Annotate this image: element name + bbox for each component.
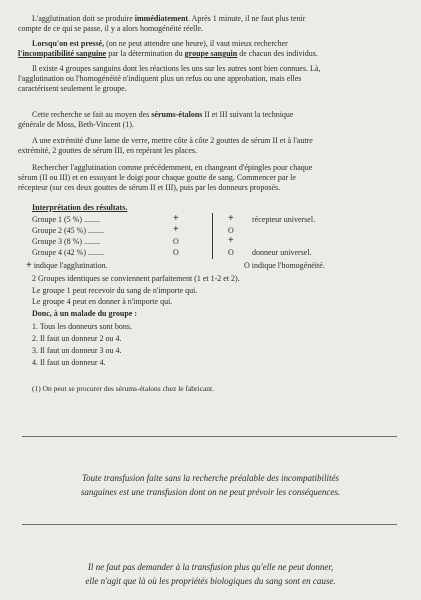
text-run: de chacun des individus.: [237, 49, 318, 58]
text-run: Cette recherche se fait au moyen des: [32, 110, 152, 119]
legend-plus-text: indique l'agglutination.: [33, 261, 108, 270]
emphasis-immediatement: immédiatement: [134, 14, 189, 23]
emphasis-groupe-sanguin: groupe sanguin: [184, 49, 238, 58]
list-item: 4. Il faut un donneur 4.: [32, 358, 106, 367]
paragraph-recherche-line-1: Rechercher l'agglutination comme précédemment, en changeant d'épingles pour chaque: [32, 163, 313, 172]
separator-rule: [22, 436, 397, 437]
text-run: . Après 1 minute, il ne faut plus tenir: [188, 14, 306, 23]
list-item: 3. Il faut un donneur 3 ou 4.: [32, 346, 122, 355]
paragraph-groupes-line-2: l'agglutination ou l'homogénéité n'indiquent plus un refus ou une approbation, mais elles: [18, 74, 302, 83]
groups-identical-line: 2 Groupes identiques se conviennent parfaitement (1 et 1-2 et 2).: [32, 274, 240, 283]
paragraph-agglutination-line-2: compte de ce qui se passe, il y a alors homogénéité réelle.: [18, 24, 204, 33]
legend-o-text: indique l'homogénéité.: [251, 261, 325, 270]
paragraph-presse-line-2: [18, 49, 409, 59]
text-run: par la détermination du: [106, 49, 185, 58]
paragraph-serums-line-1: [32, 110, 409, 120]
text-run: II et III suivant la technique: [202, 110, 294, 119]
paragraph-recherche-line-2: sérum (II ou III) et en essuyant le doigt pour chaque goutte de sang. Commencer par le: [18, 173, 296, 182]
o-symbol: O: [244, 261, 250, 270]
row-serum-ii-result: +: [173, 224, 179, 235]
results-heading: Interprétation des résultats.: [32, 203, 128, 212]
paragraph-lame-line-2: extrémité, 2 gouttes de sérum III, en repérant les places.: [18, 146, 198, 155]
row-group-label: Groupe 3 (8 %) ........: [32, 237, 100, 246]
separator-rule: [22, 524, 397, 525]
row-serum-ii-result: +: [173, 213, 179, 224]
emphasis-serums-etalons: sérums-étalons: [151, 110, 203, 119]
legend-plus: [26, 261, 108, 271]
text-run: L'agglutination doit se produire: [32, 14, 135, 23]
legend-o: [244, 261, 325, 271]
row-serum-iii-result: +: [228, 235, 234, 246]
row-serum-ii-result: O: [173, 248, 179, 257]
paragraph-groupes-line-1: Il existe 4 groupes sanguins dont les réactions les uns sur les autres sont bien connues. Là,: [32, 64, 321, 73]
paragraph-recherche-line-3: récepteur (sur ces deux gouttes de sérum II et III), puis par les donneurs proposés.: [18, 183, 281, 192]
transfusion-warning-line-2: sanguines est une transfusion dont on ne peut prévoir les conséquences.: [80, 487, 341, 497]
row-serum-ii-result: O: [173, 237, 179, 246]
row-serum-iii-result: O: [228, 226, 234, 235]
text-run: (on ne peut attendre une heure), il vaut mieux rechercher: [104, 39, 288, 48]
row-note: donneur universel.: [252, 248, 312, 257]
group-4-donor-line: Le groupe 4 peut en donner à n'importe qui.: [32, 297, 173, 306]
footnote: (1) On peut se procurer des sérums-étalons chez le fabricant.: [32, 384, 215, 393]
paragraph-agglutination-line-1: [32, 14, 409, 24]
row-note: récepteur universel.: [252, 215, 316, 224]
donc-heading: Donc, à un malade du groupe :: [32, 309, 137, 318]
list-item: 2. Il faut un donneur 2 ou 4.: [32, 334, 122, 343]
transfusion-limits-line-2: elle n'agit que là où les propriétés biologiques du sang sont en cause.: [85, 576, 336, 586]
row-group-label: Groupe 4 (42 %) ........: [32, 248, 104, 257]
table-divider: [212, 213, 213, 259]
row-serum-iii-result: +: [228, 213, 234, 224]
emphasis-incompatibilite: l'incompatibilité sanguine: [18, 49, 107, 58]
transfusion-limits-line-1: Il ne faut pas demander à la transfusion plus qu'elle ne peut donner,: [87, 562, 334, 572]
transfusion-warning-line-1: Toute transfusion faite sans la recherche préalable des incompatibilités: [82, 473, 339, 483]
paragraph-lame-line-1: A une extrémité d'une lame de verre, mettre côte à côte 2 gouttes de sérum II et à l'autre: [32, 136, 313, 145]
row-group-label: Groupe 1 (5 %) ........: [32, 215, 100, 224]
row-group-label: Groupe 2 (45 %) ........: [32, 226, 104, 235]
paragraph-presse-line-1: [32, 39, 409, 49]
group-1-receiver-line: Le groupe 1 peut recevoir du sang de n'importe qui.: [32, 286, 198, 295]
row-serum-iii-result: O: [228, 248, 234, 257]
list-item: 1. Tous les donneurs sont bons.: [32, 322, 132, 331]
emphasis-presse: Lorsqu'on est pressé,: [32, 39, 105, 48]
plus-symbol: +: [26, 260, 32, 271]
paragraph-groupes-line-3: caractérisent seulement le groupe.: [18, 84, 127, 93]
paragraph-serums-line-2: générale de Moss, Beth-Vincent (1).: [18, 120, 134, 129]
